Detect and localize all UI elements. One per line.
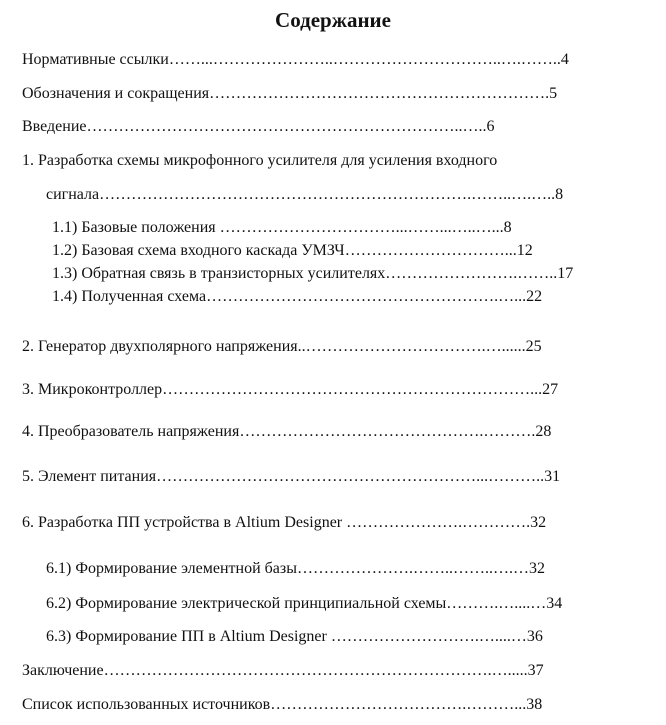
toc-entry-page: 4 xyxy=(560,51,569,68)
toc-entry-text: 4. Преобразователь напряжения xyxy=(22,423,240,440)
toc-entry-leader: ……………………….…....… xyxy=(326,628,527,645)
toc-entry-page: 27 xyxy=(542,381,559,398)
toc-entry-leader: ………………….…………. xyxy=(342,514,531,531)
toc-entry-1-1[interactable] xyxy=(52,218,654,238)
toc-entry-text: 6.1) Формирование элементной базы xyxy=(46,560,297,577)
toc-entry-text: сигнала xyxy=(46,186,100,203)
toc-entry-leader: ……….…....… xyxy=(446,595,547,612)
toc-entry-text: 1. Разработка схемы микрофонного усилителя для усиления входного xyxy=(22,152,498,169)
toc-entry-leader: ……………………………………………………...……….. xyxy=(156,468,545,485)
toc-entry-page: 22 xyxy=(526,288,543,305)
toc-entry-leader: …………………………... xyxy=(344,242,517,259)
toc-entry-text: Список использованных источников xyxy=(22,696,271,713)
toc-entry-text: Нормативные ссылки xyxy=(22,51,169,68)
toc-entry-references[interactable] xyxy=(22,695,654,715)
toc-entry-text: Введение xyxy=(22,118,87,135)
toc-entry-page: 5 xyxy=(549,85,558,102)
toc-entry-leader: ……………………………………….………. xyxy=(239,423,536,440)
toc-entry-section-6[interactable] xyxy=(22,513,654,533)
toc-entry-leader: ……………………………….………... xyxy=(270,696,527,713)
toc-entry-text: Заключение xyxy=(22,662,104,679)
toc-entry-leader: ……………………………………………………………….…..... xyxy=(103,662,528,679)
toc-entry-leader: ……………………………………………………………..….. xyxy=(86,118,487,135)
toc-entry-leader: ..…………………………….…...... xyxy=(297,338,526,355)
toc-entry-page: 32 xyxy=(530,514,547,531)
toc-entry-text: 5. Элемент питания xyxy=(22,468,157,485)
toc-entry-abbreviations[interactable] xyxy=(22,84,654,104)
toc-entry-leader: …………………………………………………………….……..….….. xyxy=(99,186,556,203)
toc-entry-page: 8 xyxy=(503,219,512,236)
toc-title: Содержание xyxy=(275,8,391,32)
toc-entry-page: 8 xyxy=(555,186,564,203)
toc-entry-text: 1.1) Базовые положения xyxy=(52,219,216,236)
toc-entry-1-2[interactable] xyxy=(52,241,654,261)
toc-entry-6-2[interactable] xyxy=(46,594,654,614)
toc-entry-leader: ……………………………………………….…... xyxy=(206,288,527,305)
toc-entry-leader: ……...…………………..…………………………..….…….. xyxy=(168,51,561,68)
toc-entry-page: 31 xyxy=(544,468,561,485)
toc-entry-page: 6 xyxy=(486,118,495,135)
toc-entry-text: 6. Разработка ПП устройства в Altium Designer xyxy=(22,514,343,531)
toc-entry-normative-references[interactable] xyxy=(22,50,654,70)
toc-entry-text: 1.3) Обратная связь в транзисторных усилителях xyxy=(52,265,386,282)
toc-entry-leader: ……………………………...……...…..…... xyxy=(215,219,504,236)
toc-entry-page: 17 xyxy=(557,265,574,282)
toc-entry-page: 37 xyxy=(527,662,544,679)
toc-entry-page: 28 xyxy=(535,423,552,440)
toc-entry-leader: ………………………………………………………. xyxy=(209,85,550,102)
toc-entry-text: 1.4) Полученная схема xyxy=(52,288,207,305)
toc-entry-1-4[interactable] xyxy=(52,287,654,307)
toc-entry-leader: ……………………………………………………………... xyxy=(162,381,543,398)
toc-entry-6-1[interactable] xyxy=(46,559,654,579)
toc-entry-conclusion[interactable] xyxy=(22,661,654,681)
toc-entry-text: Обозначения и сокращения xyxy=(22,85,210,102)
toc-entry-section-2[interactable] xyxy=(22,337,654,357)
toc-entry-page: 32 xyxy=(528,560,545,577)
toc-entry-text: 6.2) Формирование электрической принципиальной схемы xyxy=(46,595,447,612)
toc-entry-page: 36 xyxy=(526,628,543,645)
toc-entry-page: 12 xyxy=(516,242,533,259)
toc-entry-section-4[interactable] xyxy=(22,422,654,442)
toc-entry-section-1-title[interactable] xyxy=(22,151,654,171)
toc-entry-1-3[interactable] xyxy=(52,264,654,284)
toc-entry-text: 6.3) Формирование ПП в Altium Designer xyxy=(46,628,327,645)
toc-entry-section-3[interactable] xyxy=(22,380,654,400)
toc-entry-leader: ………………….……..……..….… xyxy=(296,560,529,577)
toc-entry-page: 25 xyxy=(525,338,542,355)
toc-entry-text: 2. Генератор двухполярного напряжения xyxy=(22,338,298,355)
toc-entry-text: 3. Микроконтроллер xyxy=(22,381,163,398)
toc-entry-section-5[interactable] xyxy=(22,467,654,487)
toc-entry-leader: …………………….…….. xyxy=(385,265,558,282)
toc-entry-text: 1.2) Базовая схема входного каскада УМЗЧ xyxy=(52,242,345,259)
toc-entry-6-3[interactable] xyxy=(46,627,654,647)
toc-entry-page: 38 xyxy=(526,696,543,713)
toc-entry-section-1-continuation[interactable] xyxy=(46,185,654,205)
toc-entry-introduction[interactable] xyxy=(22,117,654,137)
toc-entry-page: 34 xyxy=(546,595,563,612)
